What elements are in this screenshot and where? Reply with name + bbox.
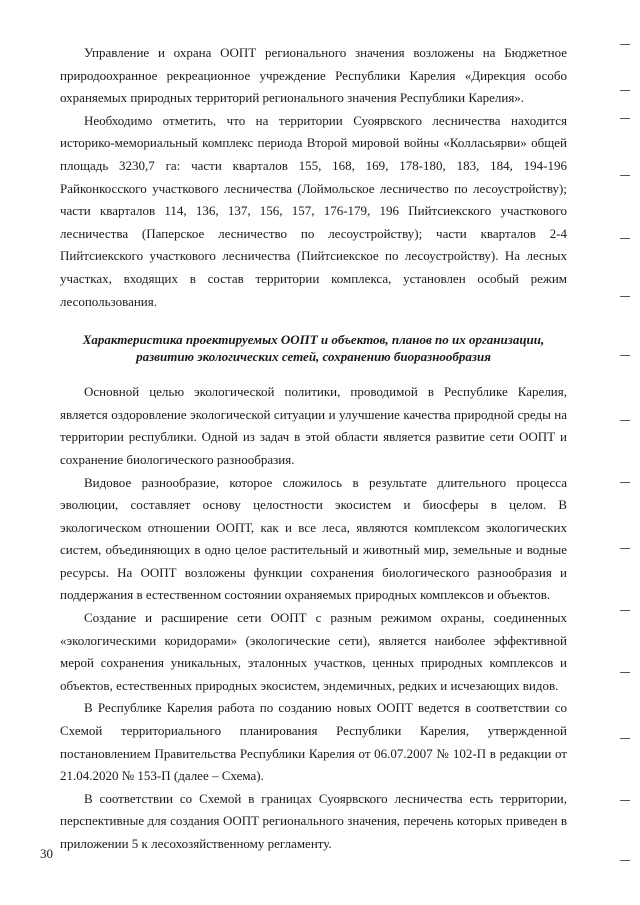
paragraph-ecological-policy: Основной целью экологической политики, проводимой в Республике Карелия, является оздоровление экологической ситуации и улучшение качества природной среды на территории республики. Одной из задач в этой области является развитие сети ООПТ и сохранение биологического разнообразия. (60, 384, 567, 467)
document-page (60, 42, 567, 856)
edge-tick (620, 238, 630, 239)
section-heading: Характеристика проектируемых ООПТ и объектов, планов по их организации, развитию экологических сетей, сохранению биоразнообразия (82, 332, 545, 365)
edge-tick (620, 738, 630, 739)
edge-tick (620, 90, 630, 91)
edge-tick (620, 118, 630, 119)
paragraph-species-diversity: Видовое разнообразие, которое сложилось в результате длительного процесса эволюции, составляет основу целостности экосистем и биосферы в целом. В экологическом отношении ООПТ, как и все леса, являются комплексом экологических систем, объединяющих в одно целое растительный и животный мир, земельные и водные ресурсы. На ООПТ возложены функции сохранения биологического разнообразия и поддержания в естественном состоянии охраняемых природных комплексов и объектов. (60, 474, 567, 603)
edge-tick (620, 296, 630, 297)
edge-tick (620, 610, 630, 611)
paragraph-management: Управление и охрана ООПТ регионального значения возложены на Бюджетное природоохранное рекреационное учреждение Республики Карелия «Дирекция особо охраняемых природных территорий регионального значения Республики Карелия». (60, 45, 567, 106)
edge-tick (620, 482, 630, 483)
paragraph-prospective-territories: В соответствии со Схемой в границах Суоярвского лесничества есть территории, перспективные для создания ООПТ регионального значения, перечень которых приведен в приложении 5 к лесохозяйственному регламенту. (60, 790, 567, 851)
edge-tick (620, 800, 630, 801)
edge-tick (620, 44, 630, 45)
edge-tick (620, 548, 630, 549)
edge-tick (620, 175, 630, 176)
edge-tick (620, 860, 630, 861)
page-number: 30 (40, 846, 53, 861)
scan-edge-marks (616, 0, 630, 905)
paragraph-territorial-scheme: В Республике Карелия работа по созданию новых ООПТ ведется в соответствии со Схемой территориального планирования Республики Карелия, утвержденной постановлением Правительства Республики Карелия от 06.07.2007 № 102-П в редакции от 21.04.2020 № 153-П (далее – Схема). (60, 700, 567, 784)
edge-tick (620, 420, 630, 421)
edge-tick (620, 355, 630, 356)
paragraph-network-expansion: Создание и расширение сети ООПТ с разным режимом охраны, соединенных «экологическими коридорами» (экологические сети), является наиболее эффективной мерой сохранения уникальных, эталонных участков, ценных природных комплексов и объектов, естественных природных экосистем, эндемичных, редких и исчезающих видов. (60, 610, 567, 693)
edge-tick (620, 672, 630, 673)
paragraph-memorial-complex: Необходимо отметить, что на территории Суоярвского лесничества находится историко-мемориальный комплекс периода Второй мировой войны «Колласьярви» общей площадь 3230,7 га: части кварталов 155, 168, 169, 178-180, 183, 184, 194-196 Райконкосского участкового лесничества (Лоймольское лесничество по лесоустройству); части кварталов 114, 136, 137, 156, 157, 176-179, 196 Пийтсиекского участкового лесничества (Паперское лесничество по лесоустройству); части кварталов 2-4 Пийтсиекского участкового лесничества (Пийтсиекское по лесоустройству). На лесных участках, входящих в состав территории комплекса, установлен особый режим лесопользования. (60, 112, 567, 309)
